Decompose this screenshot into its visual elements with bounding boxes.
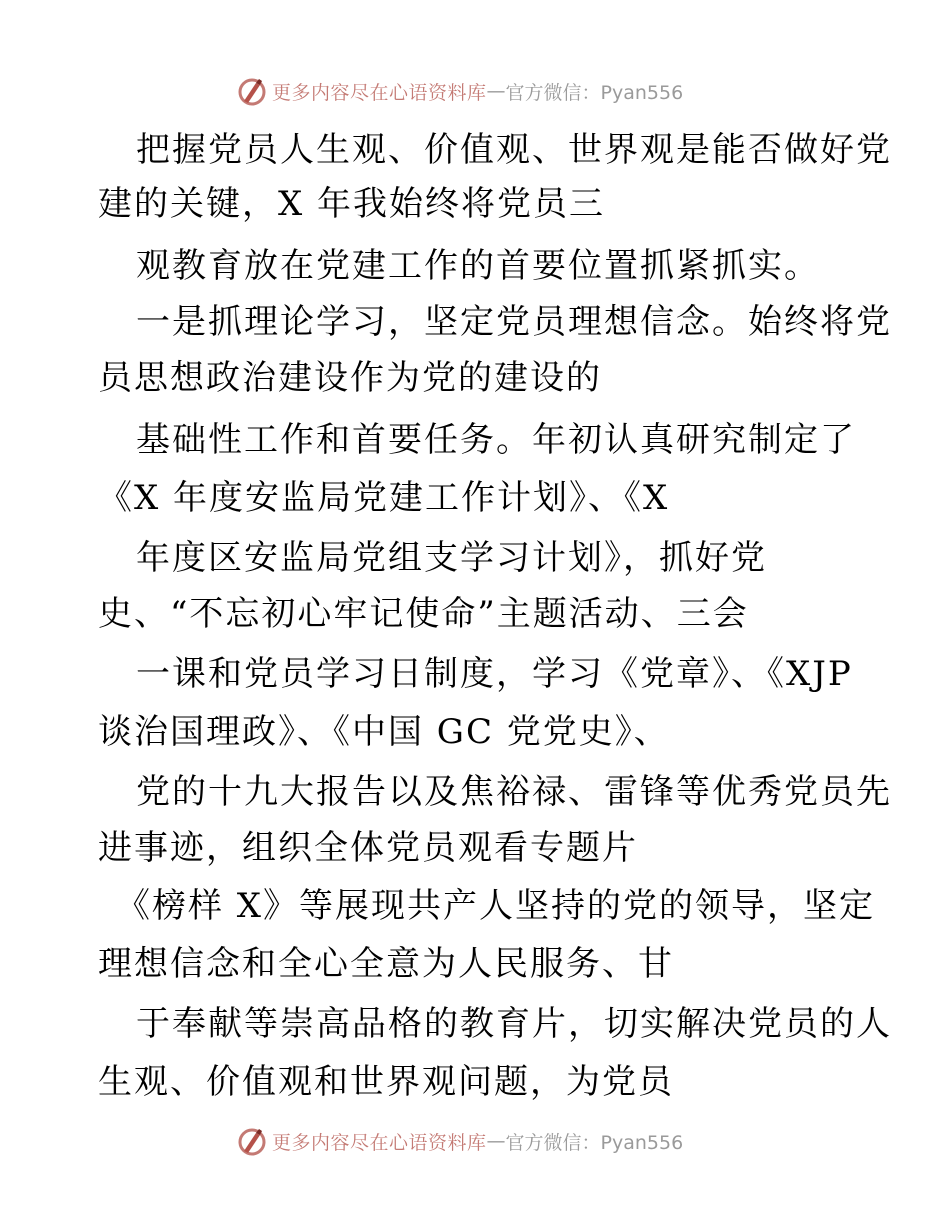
body-line-4: 一是抓理论学习，坚定党员理想信念。始终将党 (136, 302, 892, 342)
body-line-10: 一课和党员学习日制度，学习《党章》、《XJP (136, 654, 853, 694)
body-line-12: 党的十九大报告以及焦裕禄、雷锋等优秀党员先 (136, 772, 892, 812)
body-line-13: 进事迹，组织全体党员观看专题片 (98, 828, 638, 868)
watermark-wechat-text: 官方微信：Pyan556 (505, 1131, 684, 1154)
pen-circle-logo-icon (236, 1125, 268, 1157)
body-line-11: 谈治国理政》、《中国 GC 党党史》、 (98, 712, 670, 752)
body-line-1: 把握党员人生观、价值观、世界观是能否做好党 (136, 130, 892, 170)
body-line-16: 于奉献等崇高品格的教育片，切实解决党员的人 (136, 1004, 892, 1044)
body-line-9: 史、“不忘初心牢记使命”主题活动、三会 (98, 594, 749, 634)
body-line-8: 年度区安监局党组支学习计划》，抓好党 (136, 538, 767, 578)
body-line-15: 理想信念和全心全意为人民服务、甘 (98, 944, 674, 984)
body-line-6: 基础性工作和首要任务。年初认真研究制定了 (136, 420, 856, 460)
body-line-2: 建的关键，X 年我始终将党员三 (98, 184, 606, 224)
watermark-separator: — (486, 1130, 506, 1152)
pen-circle-logo-icon (236, 75, 268, 107)
watermark-wechat-text: 官方微信：Pyan556 (505, 81, 684, 104)
watermark-separator: — (486, 80, 506, 102)
body-line-17: 生观、价值观和世界观问题，为党员 (98, 1062, 674, 1102)
footer-watermark (236, 1124, 683, 1158)
body-line-5: 员思想政治建设作为党的建设的 (98, 358, 602, 398)
body-line-7: 《X 年度安监局党建工作计划》、《X (98, 478, 670, 518)
header-watermark (236, 74, 683, 108)
watermark-site-text: 更多内容尽在心语资料库 (272, 81, 487, 104)
body-line-14: 《榜样 X》等展现共产人坚持的党的领导，坚定 (116, 886, 876, 926)
body-line-3: 观教育放在党建工作的首要位置抓紧抓实。 (136, 246, 820, 286)
watermark-site-text: 更多内容尽在心语资料库 (272, 1131, 487, 1154)
